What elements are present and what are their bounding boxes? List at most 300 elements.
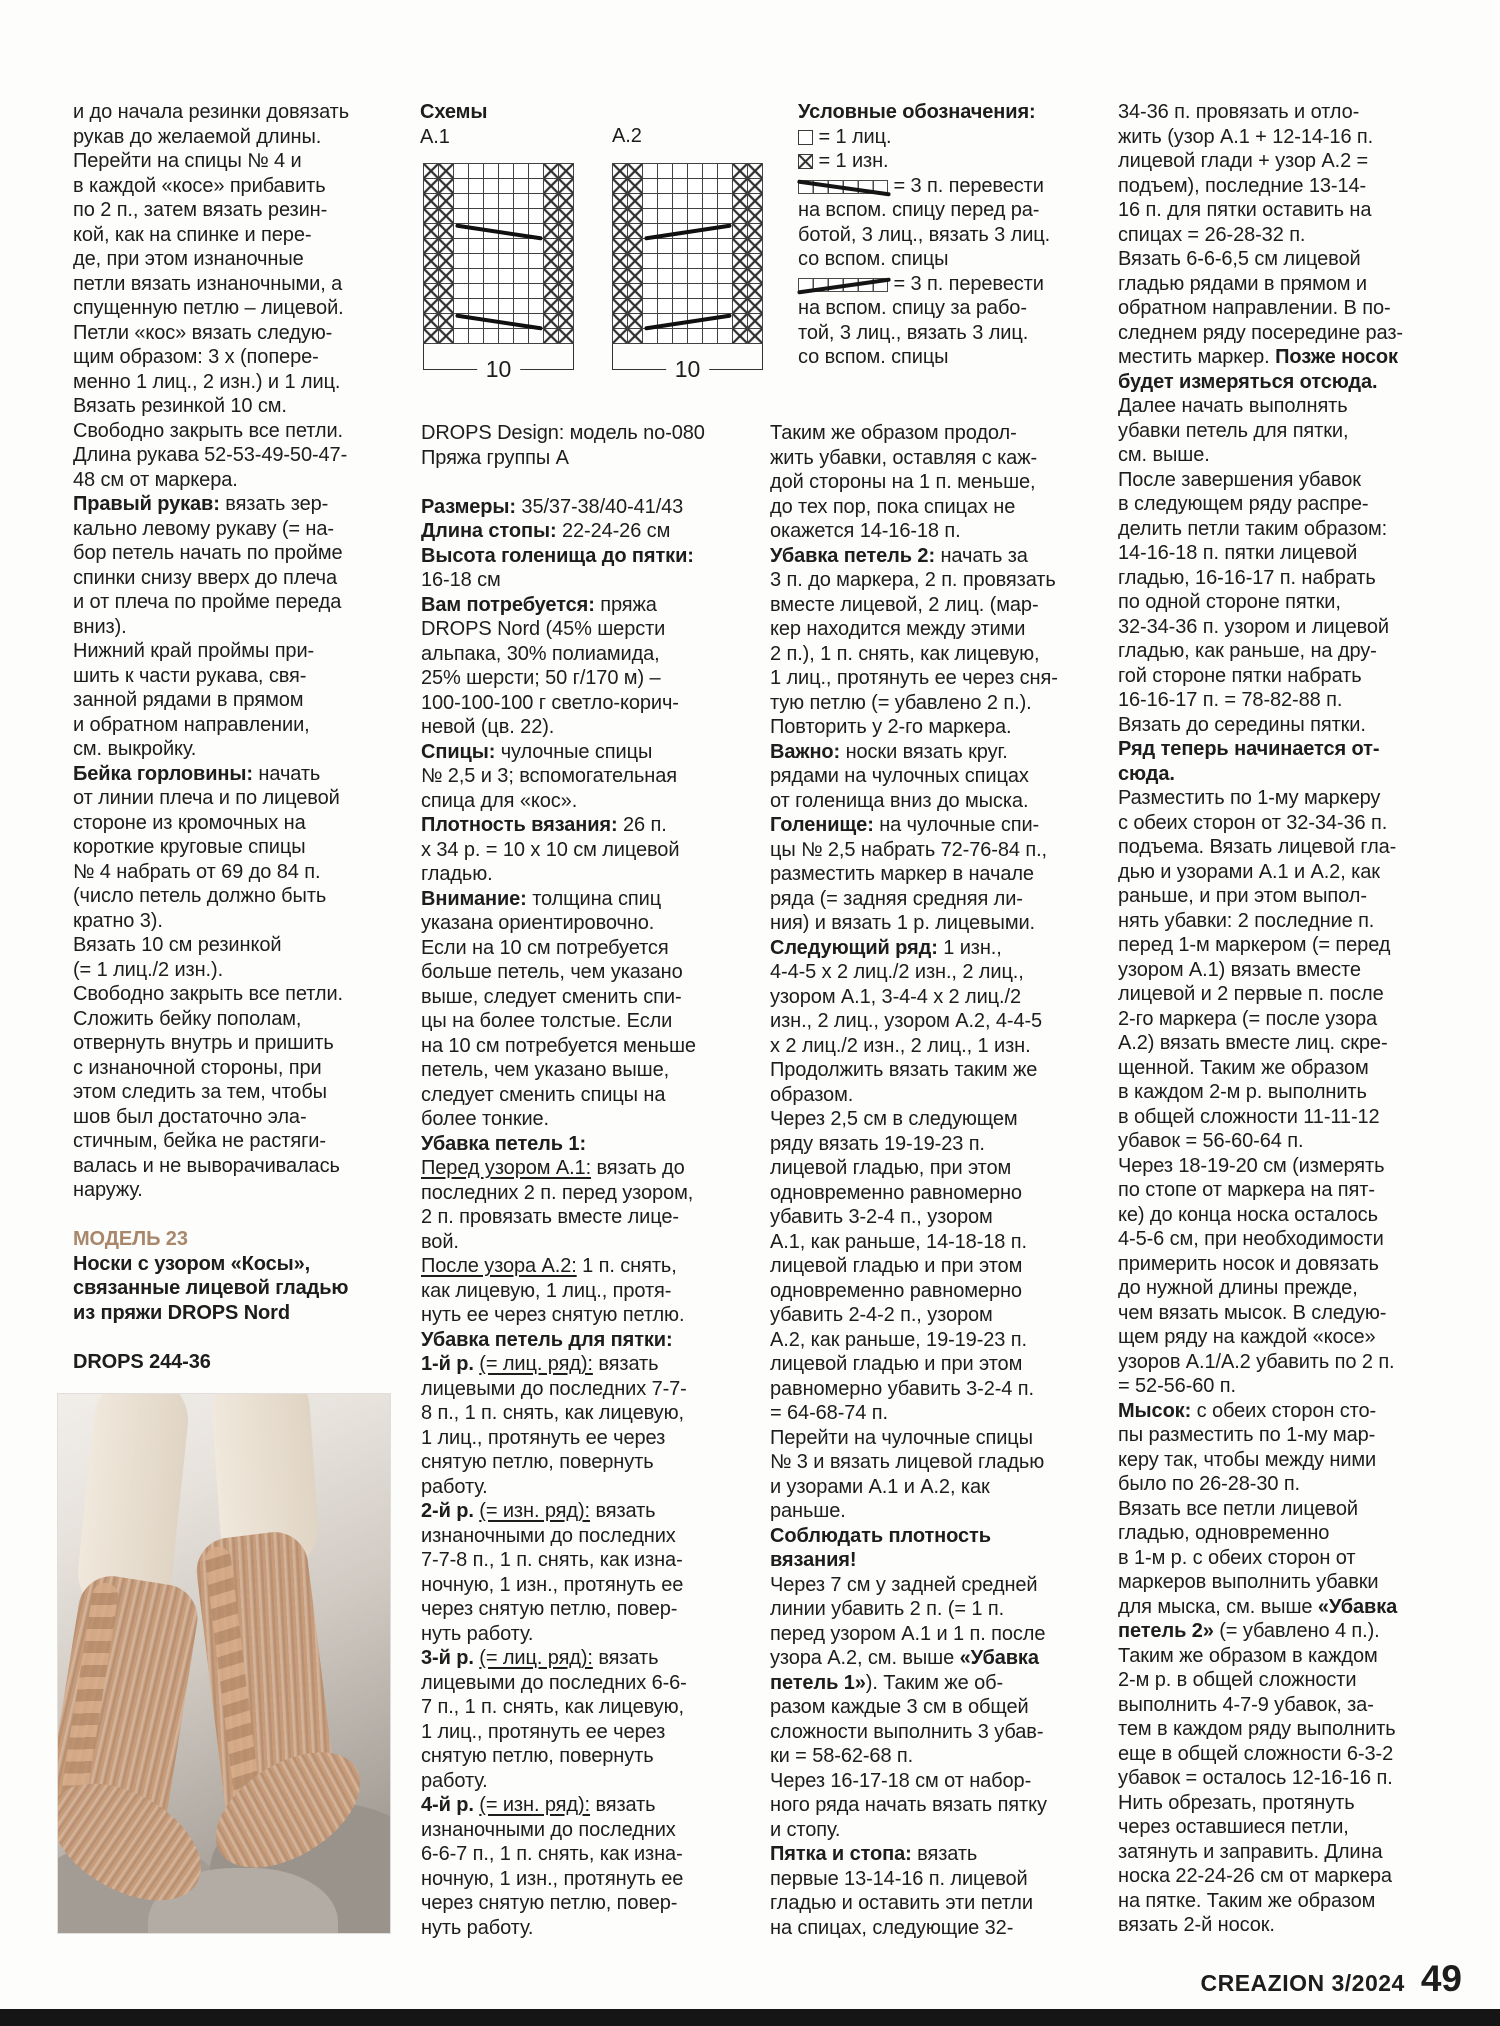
text-line: через оставшиеся петли, — [1118, 1816, 1349, 1838]
knit-cell — [703, 329, 718, 344]
text-line: лицевой гладью и при этом — [770, 1353, 1023, 1375]
purl-cell — [559, 239, 574, 254]
knit-cell — [673, 254, 688, 269]
text-line: узора А.2, см. выше «Убавка — [770, 1647, 1039, 1669]
purl-cell — [424, 284, 439, 299]
purl-cell — [424, 209, 439, 224]
text-line: 3-й р. (= лиц. ряд): вязать — [421, 1647, 659, 1669]
text-line: 34-36 п. провязать и отло- — [1118, 101, 1360, 123]
text-line: 1 лиц., протянуть ее через — [421, 1426, 666, 1449]
text-line: щем ряду на каждой «косе» — [1118, 1326, 1376, 1348]
text-line: 8 п., 1 п. снять, как лицевую, — [421, 1402, 684, 1424]
text-line: см. выкройку. — [73, 738, 197, 760]
chart-legend — [798, 100, 1053, 370]
purl-cell — [559, 299, 574, 314]
purl-cell — [559, 314, 574, 329]
text-line: снятую петлю, повернуть — [421, 1451, 654, 1473]
purl-cell — [424, 194, 439, 209]
knit-cell — [688, 179, 703, 194]
purl-cell — [628, 179, 643, 194]
text-line: вой. — [421, 1230, 459, 1253]
purl-cell — [628, 194, 643, 209]
knit-cell — [643, 209, 658, 224]
text-line: Таким же образом в каждом — [1118, 1644, 1378, 1667]
purl-cell — [559, 164, 574, 179]
knit-cell — [718, 254, 733, 269]
text-line: 3 п. до маркера, 2 п. провязать — [770, 569, 1056, 591]
text-line: Пятка и стопа: вязать — [770, 1843, 978, 1865]
text-line: петли вязать изнаночными, а — [73, 272, 343, 295]
purl-cell — [748, 179, 763, 194]
purl-cell — [613, 209, 628, 224]
text-line: Внимание: толщина спиц — [421, 887, 662, 910]
chart-a1-label: А.1 — [420, 125, 450, 148]
knit-cell — [643, 329, 658, 344]
text-line: связанные лицевой гладью — [73, 1277, 349, 1299]
sock-photo — [57, 1393, 391, 1934]
text-line: с обеих сторон от 32-34-36 п. — [1118, 811, 1388, 834]
purl-cell — [559, 269, 574, 284]
knit-cell — [718, 179, 733, 194]
knit-cell — [718, 239, 733, 254]
knit-cell — [529, 284, 544, 299]
purl-cell — [613, 254, 628, 269]
knit-cell — [703, 299, 718, 314]
knit-cell — [469, 209, 484, 224]
text-line: петель 1»). Таким же об- — [770, 1671, 1004, 1694]
knit-cell — [658, 329, 673, 344]
text-line: (число петель должно быть — [73, 885, 327, 907]
text-line: кально левому рукаву (= на- — [73, 517, 334, 540]
text-line: петель, чем указано выше, — [421, 1059, 670, 1081]
text-line: отвернуть внутрь и пришить — [73, 1032, 334, 1054]
knit-cell — [484, 269, 499, 284]
text-line: и узорами А.1 и А.2, как — [770, 1475, 990, 1498]
text-column-1 — [73, 100, 385, 1374]
text-line: Далее начать выполнять — [1118, 395, 1348, 417]
text-line: Нижний край проймы при- — [73, 640, 315, 662]
purl-cell — [733, 329, 748, 344]
text-line: до тех пор, пока спицах не — [770, 495, 1016, 518]
text-line: тем в каждом ряду выполнить — [1118, 1718, 1396, 1740]
text-line: на спицах, следующие 32- — [770, 1916, 1014, 1939]
text-line: рукав до желаемой длины. — [73, 125, 322, 148]
text-line: Сложить бейку пополам, — [73, 1007, 302, 1030]
text-line: в следующем ряду распре- — [1118, 493, 1369, 515]
text-line: щим образом: 3 х (попере- — [73, 346, 319, 368]
knit-cell — [718, 299, 733, 314]
purl-cell — [544, 224, 559, 239]
text-line: первые 13-14-16 п. лицевой — [770, 1867, 1028, 1890]
text-line: МОДЕЛЬ 23 — [73, 1228, 188, 1250]
purl-cell — [733, 269, 748, 284]
knit-cell — [688, 209, 703, 224]
purl-cell — [628, 164, 643, 179]
text-line: через снятую петлю, повер- — [421, 1598, 678, 1620]
text-line: 7-7-8 п., 1 п. снять, как изна- — [421, 1549, 683, 1571]
text-line: по 2 п., затем вязать резин- — [73, 199, 328, 221]
knit-cell — [484, 209, 499, 224]
knit-cell — [643, 284, 658, 299]
purl-cell — [628, 269, 643, 284]
knit-cell — [658, 254, 673, 269]
purl-cell — [628, 254, 643, 269]
purl-cell — [439, 254, 454, 269]
purl-cell — [544, 179, 559, 194]
text-line: от голенища вниз до мыска. — [770, 789, 1029, 812]
purl-cell — [628, 239, 643, 254]
purl-cell — [613, 194, 628, 209]
text-line: А.1, как раньше, 14-18-18 п. — [770, 1230, 1027, 1253]
knit-cell — [454, 329, 469, 344]
text-line: пы разместить по 1-му мар- — [1118, 1424, 1376, 1446]
knit-cell — [529, 209, 544, 224]
text-line: 1 лиц., протянуть ее через сня- — [770, 667, 1058, 689]
text-line: Вязать 10 см резинкой — [73, 934, 282, 956]
text-line: невой (цв. 22). — [421, 716, 555, 738]
text-line: ния) и вязать 1 р. лицевыми. — [770, 912, 1036, 934]
knit-cell — [514, 329, 529, 344]
chart-a2-label: А.2 — [612, 125, 642, 147]
purl-cell — [544, 269, 559, 284]
text-line: в 1-м р. с обеих сторон от — [1118, 1546, 1356, 1569]
knit-cell — [673, 179, 688, 194]
text-line: А.2, как раньше, 19-19-23 п. — [770, 1328, 1027, 1351]
knit-cell — [718, 209, 733, 224]
text-line: той, 3 лиц., вязать 3 лиц. — [798, 321, 1029, 344]
purl-cell — [439, 194, 454, 209]
text-line: 7 п., 1 п. снять, как лицевую, — [421, 1696, 684, 1718]
text-line: = 3 п. перевести — [798, 174, 1053, 199]
knit-cell — [718, 164, 733, 179]
text-line: нуть ее через снятую петлю. — [421, 1304, 685, 1326]
text-line: Вязать 6-6-6,5 см лицевой — [1118, 248, 1361, 270]
magazine-issue: CREAZION 3/2024 — [1200, 1970, 1405, 1996]
text-line: от линии плеча и по лицевой — [73, 787, 340, 809]
text-line: гладью, 16-16-17 п. набрать — [1118, 566, 1376, 589]
text-line: Через 18-19-20 см (измерять — [1118, 1154, 1385, 1177]
purl-cell — [733, 209, 748, 224]
text-line: 16-16-17 п. = 78-82-88 п. — [1118, 689, 1343, 711]
text-line: Разместить по 1-му маркеру — [1118, 787, 1381, 809]
knit-cell — [499, 254, 514, 269]
text-line: спица для «кос». — [421, 789, 578, 812]
knit-cell — [499, 194, 514, 209]
text-line: ряда (= задняя средняя ли- — [770, 887, 1023, 910]
text-line: шить к части рукава, свя- — [73, 664, 307, 687]
knit-cell — [703, 194, 718, 209]
knit-cell — [499, 284, 514, 299]
knit-cell — [529, 299, 544, 314]
text-line: в общей сложности 11-11-12 — [1118, 1105, 1380, 1128]
knit-cell — [688, 254, 703, 269]
purl-cell — [748, 269, 763, 284]
purl-cell — [748, 194, 763, 209]
text-line: линии убавить 2 п. (= 1 п. — [770, 1598, 1005, 1620]
knit-cell — [718, 284, 733, 299]
purl-cell — [559, 209, 574, 224]
purl-cell — [748, 329, 763, 344]
text-line: для мыска, см. выше «Убавка — [1118, 1595, 1398, 1618]
purl-cell — [733, 284, 748, 299]
text-line: 4-й р. (= изн. ряд): вязать — [421, 1794, 656, 1816]
text-line: ночную, 1 изн., протянуть ее — [421, 1573, 684, 1596]
knit-cell — [688, 284, 703, 299]
purl-cell — [544, 209, 559, 224]
text-line: Длина рукава 52-53-49-50-47- — [73, 444, 348, 466]
purl-cell — [544, 194, 559, 209]
text-line: узоров А.1/А.2 убавить по 2 п. — [1118, 1350, 1395, 1373]
knit-cell — [673, 284, 688, 299]
purl-cell — [748, 314, 763, 329]
text-line: работу. — [421, 1769, 488, 1792]
text-line: одновременно равномерно — [770, 1181, 1022, 1204]
knit-cell — [454, 179, 469, 194]
text-line: ного ряда начать вязать пятку — [770, 1794, 1047, 1816]
text-line: ряду вязать 19-19-23 п. — [770, 1132, 985, 1155]
text-line: Нить обрезать, протянуть — [1118, 1791, 1355, 1814]
text-line: подъем), последние 13-14- — [1118, 174, 1367, 197]
text-line: перед 1-м маркером (= перед — [1118, 934, 1391, 956]
purl-cell — [613, 179, 628, 194]
purl-cell — [613, 269, 628, 284]
purl-cell — [439, 329, 454, 344]
purl-cell — [544, 284, 559, 299]
knitting-chart-a2 — [612, 163, 763, 344]
text-line: по одной стороне пятки, — [1118, 591, 1341, 613]
purl-cell — [733, 194, 748, 209]
text-line: больше петель, чем указано — [421, 961, 683, 983]
text-line: ки = 58-62-68 п. — [770, 1745, 914, 1767]
knit-cell — [454, 299, 469, 314]
purl-cell — [733, 164, 748, 179]
purl-cell — [424, 329, 439, 344]
purl-cell — [748, 239, 763, 254]
text-line: было по 26-28-30 п. — [1118, 1473, 1301, 1495]
knit-cell — [703, 239, 718, 254]
text-line: шов был достаточно эла- — [73, 1105, 307, 1128]
text-line: следнем ряду посередине раз- — [1118, 321, 1403, 344]
knit-cell — [673, 164, 688, 179]
knit-cell — [514, 239, 529, 254]
purl-cell — [544, 254, 559, 269]
text-line: де, при этом изнаночные — [73, 248, 304, 270]
cable-line — [797, 179, 891, 196]
chart-a1-width-value: 10 — [477, 356, 521, 383]
knit-cell — [673, 194, 688, 209]
text-line: № 4 набрать от 69 до 84 п. — [73, 860, 321, 883]
knit-cell — [718, 269, 733, 284]
purl-cell — [628, 284, 643, 299]
text-line: Бейка горловины: начать — [73, 762, 321, 785]
text-line: раньше, и при этом выпол- — [1118, 885, 1367, 907]
purl-cell — [613, 239, 628, 254]
knit-cell — [703, 164, 718, 179]
text-line: спицах = 26-28-32 п. — [1118, 223, 1306, 246]
text-line: = 3 п. перевести — [798, 272, 1053, 297]
text-line: на пятке. Таким же образом — [1118, 1889, 1376, 1912]
text-line: гладью, как раньше, на дру- — [1118, 640, 1377, 662]
purl-cell — [439, 179, 454, 194]
text-line: одновременно равномерно — [770, 1279, 1022, 1302]
cable-front-symbol — [798, 180, 888, 194]
text-line: через снятую петлю, повер- — [421, 1892, 678, 1914]
text-line: убавки петель для пятки, — [1118, 419, 1349, 442]
text-line: Соблюдать плотность — [770, 1524, 991, 1547]
text-line: Спицы: чулочные спицы — [421, 740, 653, 763]
text-line: Носки с узором «Косы», — [73, 1252, 311, 1275]
knit-cell — [673, 299, 688, 314]
knit-cell — [514, 284, 529, 299]
text-line: стороне из кромочных на — [73, 811, 306, 834]
text-line: № 2,5 и 3; вспомогательная — [421, 765, 677, 787]
text-line: указана ориентировочно. — [421, 912, 655, 934]
text-line: и от плеча по пройме переда — [73, 591, 342, 613]
text-line: = 64-68-74 п. — [770, 1402, 888, 1424]
purl-cell — [544, 299, 559, 314]
text-line: 2 п. провязать вместе лице- — [421, 1206, 679, 1228]
knit-cell — [718, 194, 733, 209]
purl-cell — [424, 164, 439, 179]
text-line: со вспом. спицы — [798, 248, 949, 270]
text-line: примерить носок и довязать — [1118, 1252, 1379, 1275]
knit-cell — [469, 269, 484, 284]
text-line: Перейти на спицы № 4 и — [73, 150, 302, 172]
purl-cell — [439, 164, 454, 179]
text-line: см. выше. — [1118, 444, 1210, 466]
knit-cell — [703, 179, 718, 194]
purl-cell — [733, 239, 748, 254]
purl-cell — [544, 314, 559, 329]
knit-cell — [514, 194, 529, 209]
knit-cell — [688, 299, 703, 314]
text-line: равномерно убавить 3-2-4 п. — [770, 1377, 1034, 1400]
text-line: (= 1 лиц./2 изн.). — [73, 958, 224, 981]
text-line: лицевой глади + узор А.2 = — [1118, 150, 1369, 172]
text-line: выше, следует сменить спи- — [421, 985, 682, 1008]
text-line: снятую петлю, повернуть — [421, 1745, 654, 1767]
text-line: и обратном направлении, — [73, 713, 310, 736]
text-line: Вязать резинкой 10 см. — [73, 395, 287, 417]
knit-cell — [673, 269, 688, 284]
text-line: до нужной длины прежде, — [1118, 1277, 1358, 1299]
text-line: изнаночными до последних — [421, 1818, 676, 1841]
knit-cell — [514, 179, 529, 194]
purl-cell — [748, 224, 763, 239]
text-line: Убавка петель 2: начать за — [770, 544, 1028, 567]
purl-cell — [733, 314, 748, 329]
text-line: петель 2» (= убавлено 4 п.). — [1118, 1620, 1380, 1642]
text-line: изн., 2 лиц., узором А.2, 4-4-5 — [770, 1010, 1043, 1032]
text-line: 100-100-100 г светло-корич- — [421, 691, 679, 714]
text-line: Длина стопы: 22-24-26 см — [421, 520, 671, 542]
knit-cell — [658, 179, 673, 194]
text-line: местить маркер. Позже носок — [1118, 346, 1398, 368]
text-line: вязания! — [770, 1549, 857, 1571]
text-line: Перед узором А.1: вязать до — [421, 1157, 685, 1179]
purl-cell — [424, 224, 439, 239]
purl-cell — [748, 209, 763, 224]
knit-cell — [529, 179, 544, 194]
purl-cell — [559, 194, 574, 209]
text-line: Следующий ряд: 1 изн., — [770, 936, 1002, 959]
text-line: и до начала резинки довязать — [73, 101, 350, 123]
text-line: изнаночными до последних — [421, 1524, 676, 1547]
text-line: убавить 3-2-4 п., узором — [770, 1206, 993, 1228]
knit-cell — [454, 239, 469, 254]
text-line: с изнаночной стороны, при — [73, 1056, 322, 1079]
text-line: 2-й р. (= изн. ряд): вязать — [421, 1500, 656, 1522]
knit-cell — [688, 329, 703, 344]
text-line: более тонкие. — [421, 1108, 550, 1130]
purl-cell — [544, 239, 559, 254]
text-line: на вспом. спицу перед ра- — [798, 199, 1040, 221]
knit-cell — [529, 239, 544, 254]
knit-cell — [673, 209, 688, 224]
knit-cell — [469, 164, 484, 179]
text-line: спущенную петлю – лицевой. — [73, 297, 344, 319]
text-line: Повторить у 2-го маркера. — [770, 716, 1012, 738]
text-line: 2-м р. в общей сложности — [1118, 1669, 1357, 1691]
purl-cell — [628, 329, 643, 344]
text-line: Голенище: на чулочные спи- — [770, 814, 1040, 836]
text-line: из пряжи DROPS Nord — [73, 1301, 290, 1324]
text-line: 16 п. для пятки оставить на — [1118, 199, 1372, 221]
cable-line — [797, 277, 891, 294]
page-number: 49 — [1420, 1958, 1462, 1999]
text-line: окажется 14-16-18 п. — [770, 520, 961, 542]
text-line: Пряжа группы А — [421, 446, 569, 469]
knit-cell — [499, 329, 514, 344]
purl-cell — [559, 179, 574, 194]
text-line: маркеров выполнить убавки — [1118, 1571, 1379, 1593]
text-line: кратно 3). — [73, 909, 163, 932]
text-line: Размеры: 35/37-38/40-41/43 — [421, 495, 684, 518]
knit-cell — [454, 194, 469, 209]
text-line: еще в общей сложности 6-3-2 — [1118, 1742, 1394, 1765]
text-line: 25% шерсти; 50 г/170 м) – — [421, 667, 661, 689]
purl-cell — [733, 179, 748, 194]
text-line: вниз). — [73, 615, 127, 638]
text-line: керу так, чтобы между ними — [1118, 1448, 1377, 1471]
text-line: 4-5-6 см, при необходимости — [1118, 1228, 1384, 1250]
knit-cell — [469, 299, 484, 314]
text-line: нуть работу. — [421, 1622, 534, 1645]
knit-cell — [643, 194, 658, 209]
purl-cell — [439, 269, 454, 284]
text-column-3 — [770, 421, 1065, 1940]
knit-cell — [514, 254, 529, 269]
text-line: ке) до конца носка осталось — [1118, 1203, 1378, 1226]
text-line: Перейти на чулочные спицы — [770, 1426, 1033, 1449]
text-line: этом следить за тем, чтобы — [73, 1081, 327, 1103]
text-line: Плотность вязания: 26 п. — [421, 814, 667, 836]
text-line: будет измеряться отсюда. — [1118, 370, 1378, 393]
text-line: Таким же образом продол- — [770, 422, 1017, 444]
text-line: гой стороне пятки набрать — [1118, 664, 1362, 687]
knit-cell — [529, 254, 544, 269]
text-line: щенной. Таким же образом — [1118, 1056, 1369, 1079]
knit-stitch-symbol — [798, 130, 813, 145]
text-line: Мысок: с обеих сторон сто- — [1118, 1399, 1377, 1422]
text-line: узором А.1) вязать вместе — [1118, 958, 1361, 981]
text-line: затянуть и заправить. Длина — [1118, 1840, 1383, 1863]
text-line: Правый рукав: вязать зер- — [73, 493, 329, 515]
text-line: DROPS Nord (45% шерсти — [421, 618, 666, 640]
text-line: по стопе от маркера на пят- — [1118, 1179, 1375, 1201]
purl-cell — [628, 299, 643, 314]
text-line: Убавка петель для пятки: — [421, 1328, 673, 1351]
